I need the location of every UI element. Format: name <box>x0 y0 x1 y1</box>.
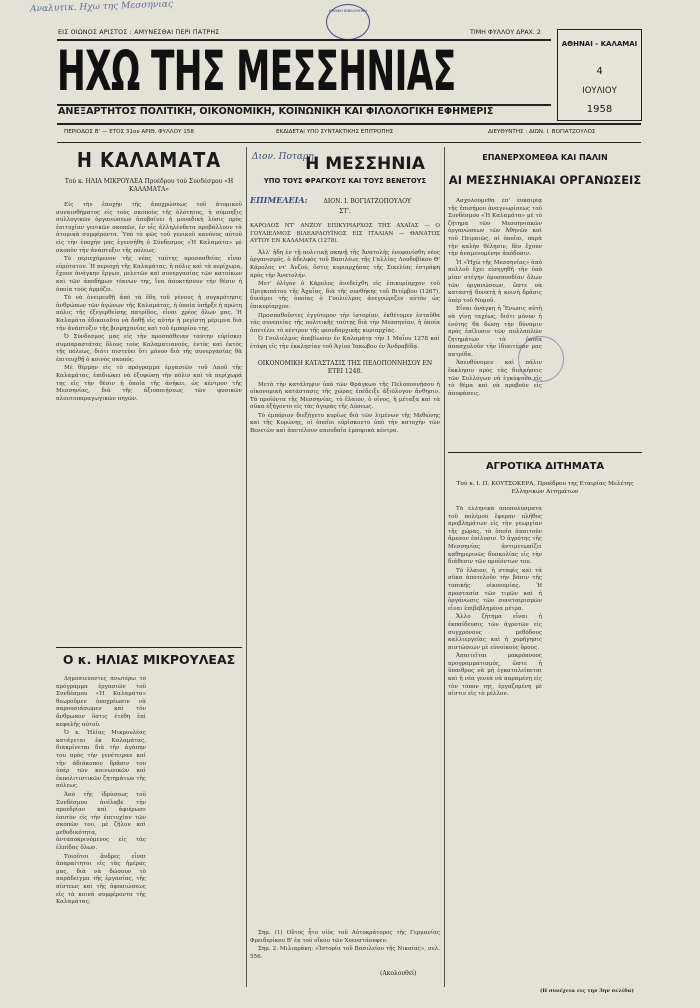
editor-label: ΕΠΙΜΕΛΕΙΑ: <box>250 195 308 205</box>
paragraph: Προσπαθοῦντες ἐγγύτερον τὴν ἱστορίαν, ἐκθέτομεν ἐνταῦθα τὰς συνεπείας τῆς πολιτικῆς ταύτης διὰ τὴν Μεσσηνίαν, ἡ ὁποία ἀπετέλει τὸ κέντρον τῆς φεουδαρχικῆς κυριαρχίας. <box>250 312 440 334</box>
date-day: 4 <box>596 66 603 77</box>
article-subtitle: ΥΠΟ ΤΟΥΣ ΦΡΑΓΚΟΥΣ ΚΑΙ ΤΟΥΣ ΒΕΝΕΤΟΥΣ <box>263 177 427 185</box>
price: ΤΙΜΗ ΦΥΛΛΟΥ ΔΡΑΧ. 2 <box>470 29 541 36</box>
continued-note: (Η συνέχεια εις την 3ην σελίδα) <box>540 988 634 994</box>
masthead-subtitle: ΑΝΕΞΑΡΤΗΤΟΣ ΠΟΛΙΤΙΚΗ, ΟΙΚΟΝΟΜΙΚΗ, ΚΟΙΝΩΝΙΚΗ ΚΑΙ ΦΙΛΟΛΟΓΙΚΗ ΕΦΗΜΕΡΙΣ <box>58 106 494 117</box>
paragraph: Ἀσχολούμεθα ἐπ' εὐκαιρίᾳ τῆς ἐπισήμου ἀναγνωρίσεως τοῦ Συνδέσμου «Ἡ Καλαμάτα» μὲ τὸ ζήτημα τῶν Μεσσηνιακῶν ὀργανώσεων τῶν Ἀθηνῶν καὶ τοῦ Πειραιῶς, αἱ ὁποῖαι, παρὰ τὴν καλὴν θέλησιν, δὲν ἔχουν τὴν ἀναμενομένην ἀπόδοσιν. <box>448 198 542 258</box>
paragraph: Ὁ κ. Ἠλίας Μικρουλέας κατάγεται ἐκ Καλαμάτας, διακρίνεται διὰ τὴν ἀγάπην του πρὸς τὴν γενέτειραν καὶ τὴν ἀδιάκοπον δρᾶσιν του ὑπὲρ τῶν κοινωνικῶν καὶ ἐκπολιτιστικῶν ζητημάτων τῆς πόλεως. <box>56 730 146 790</box>
paragraph: Ἀπὸ τῆς ἱδρύσεως τοῦ Συνδέσμου ἀνέλαβε τὴν προεδρίαν καὶ ἀφιέρωσε ἑαυτὸν εἰς τὴν ἐπιτυχίαν τῶν σκοπῶν του, μὲ ζῆλον καὶ μεθοδικότητα, ἀνταποκρινόμενος εἰς τὰς ἐλπίδας ὅλων. <box>56 791 146 852</box>
library-stamp <box>326 4 370 40</box>
info-rule-bottom <box>57 142 641 143</box>
article-title: Η ΜΕΣΣΗΝΙΑ <box>305 154 425 174</box>
stamp-text: ΕΘΝΙΚΗ ΒΙΒΛΙΟΘΗΚΗ <box>329 9 367 13</box>
date-year: 1958 <box>586 104 613 115</box>
paragraph: Ὁ Σύνδεσμος μας εἰς τὴν προσπάθειαν ταύτην εὑρίσκει συμπαραστάτας ὅλους τοὺς Καλαματιανούς, ἐντὸς καὶ ἐκτὸς τῆς πόλεως, διότι πιστεύει ὅτι μόνον διὰ τῆς συνεργασίας θὰ ἐπιτευχθῇ ὁ κοινὸς σκοπός. <box>56 334 242 363</box>
article-body <box>448 506 642 974</box>
paragraph: Εἰς τὴν ἐποχὴν τῆς ἀποχρώσεως τοῦ ἀτομικοῦ συναισθήματος εἰς τοὺς σκοποὺς τῆς ὁλότητος, ἡ σύμπηξις συλλογικῶν ὀργανώσεων ἀποβαίνει ἡ μοναδικὴ λύσις πρὸς ἐπιτυχίαν γενικῶν σκοπῶν, ἐν οἷς ἀλληλένδετα προβάλλουν τὰ ἀτομικὰ συμφέροντα. Ὑπὸ τὸ φῶς τοῦ γενικοῦ κανόνος αὐτοῦ εἰς τὴν ἐποχήν μας ἐγεννήθη ὁ Σύνδεσμος «Ἡ Καλαμάτα» μὲ σκοπὸν τὴν ἀνάπτυξιν τῆς πόλεως. <box>56 202 242 254</box>
date-place: ΑΘΗΝΑΙ - ΚΑΛΑΜΑΙ <box>561 40 638 48</box>
paragraph: Τὸ ἔλαιον, ἡ σταφὶς καὶ τὰ σῦκα ἀποτελοῦν τὴν βάσιν τῆς τοπικῆς οἰκονομίας. Ἡ προστασία τῶν τιμῶν καὶ ἡ ὀργάνωσις τῶν συνεταιρισμῶν εἶναι ἐπιβεβλημένα μέτρα. <box>448 567 542 612</box>
paragraph: Ἀπευθύνομεν καὶ πάλιν ἔκκλησιν πρὸς τὰς διοικήσεις τῶν Συλλόγων νὰ ἐγκύψουν εἰς τὸ θέμα καὶ νὰ προβοῦν εἰς ἀποφάσεις. <box>448 360 542 397</box>
article-kalamata <box>56 148 242 404</box>
handwritten-note: Αναλυτικ. Ηχω της Μεσσηνιας <box>29 0 174 15</box>
article-body <box>56 202 242 403</box>
article-part: ΣΤ'. <box>339 208 351 215</box>
margin-handwriting: Διον. Ποταρη <box>252 152 314 162</box>
paragraph: Τὸ περιεχόμενον τῆς νέας ταύτης προσπαθείας εἶναι εὐρύτατον. Ἡ περιοχὴ τῆς Καλαμάτας, ἡ πόλις καὶ τὰ περίχωρα, ἔχουν ἀνάγκην ἔργων, μελετῶν καὶ συνεργασίας τῶν κατοίκων καὶ τῶν ἀποδήμων τέκνων της, ἵνα ἀποκτήσουν τὴν θέσιν ἡ ὁποία τοὺς ἁρμόζει. <box>56 256 242 293</box>
round-stamp <box>518 336 564 382</box>
article-messinia <box>250 150 440 437</box>
paragraph: Τὸ ἐμπόριον διεξήγετο κυρίως διὰ τῶν λιμένων τῆς Μεθώνης καὶ τῆς Κορώνης, οἱ ὁποῖοι εὑρίσκοντο ὑπὸ τὴν κατοχὴν τῶν Βενετῶν καὶ ἀπετέλουν σπουδαῖα ἐμπορικὰ κέντρα. <box>250 412 440 435</box>
masthead-title-text: ΗΧΩ ΤΗΣ ΜΕΣΣΗΝΙΑΣ <box>57 40 456 103</box>
editor-name: ΔΙΟΝ. Ι. ΒΟΓΙΑΤΖΟΠΟΥΛΟΥ <box>323 198 411 205</box>
article-body <box>56 676 242 976</box>
paragraph: Ἀλλ' ἤδη ἐν τῇ πολιτικῇ σκηνῇ τῆς Ἀνατολῆς ἐνεφανίσθη νέος ὀργανισμός, ὁ ἀδελφὸς τοῦ Βασιλέως τῆς Γαλλίας Λουδοβίκου Θ' Κάρολος ντ' Ἀνζού, ὅστις κυριαρχήσας τῆς Σικελίας ἐστράφη πρὸς τὴν Ἀνατολήν. <box>250 249 440 279</box>
column-divider <box>444 147 445 987</box>
section-heading: ΟΙΚΟΝΟΜΙΚΗ ΚΑΤΑΣΤΑΣΙΣ ΤΗΣ ΠΕΛΟΠΟΝΝΗΣΟΥ ΕΝ ΕΤΕΙ 1248. <box>257 359 433 375</box>
footnotes <box>250 930 440 962</box>
article-byline: Τού κ. ΗΛΙΑ ΜΙΚΡΟΥΛΕΑ Προέδρου τού Συνδέσμου «Η ΚΑΛΑΜΑΤΑ» <box>64 178 234 193</box>
article-title: Ο κ. ΗΛΙΑΣ ΜΙΚΡΟΥΛΕΑΣ <box>62 652 236 667</box>
paragraph: Ὁ Γουλιέλμος ἀπεβίωσεν ἐν Καλαμάτᾳ τὴν 1 Μαΐου 1278 καὶ ἐτάφη εἰς τὴν ἐκκλησίαν τοῦ Ἁγίου Ἰακώβου ἐν Ἀνδραβίδᾳ. <box>250 336 440 350</box>
article-title: ΑΙ ΜΕΣΣΗΝΙΑΚΑΙ ΟΡΓΑΝΩΣΕΙΣ <box>448 173 642 187</box>
paragraph: Ἡ «Ἠχὼ τῆς Μεσσηνίας» ἀπὸ πολλοῦ ἔχει εἰσηγηθῆ τὴν ὑπὸ μίαν στέγην ὁμοσπονδίαν ὅλων τῶν ὀργανώσεων, ὥστε νὰ καταστῇ δυνατὴ ἡ κοινὴ δρᾶσις ὑπὲρ τοῦ Νομοῦ. <box>448 259 542 304</box>
motto: ΕΙΣ ΟΙΩΝΟΣ ΑΡΙΣΤΟΣ : ΑΜΥΝΕΣΘΑΙ ΠΕΡΙ ΠΑΤΡΗΣ <box>58 29 220 36</box>
info-rule-top <box>57 123 641 125</box>
section-rule <box>56 647 242 648</box>
paragraph: Μετ' ὀλίγον ὁ Κάρολος ἀνεδείχθη εἰς ἐπικυρίαρχον τοῦ Πριγκιπάτου τῆς Ἀχαΐας, διὰ τῆς συνθήκης τοῦ Βιτέρβου (1267), δυνάμει τῆς ὁποίας ὁ Γουλιέλμος ἀνεγνώριζεν αὐτὸν ὡς ἐπικυρίαρχον. <box>250 281 440 310</box>
column-divider <box>246 147 247 987</box>
continued-note: (Ακολουθεί) <box>380 970 417 977</box>
editor-line <box>250 196 440 206</box>
paragraph: Μὲ θέρμην εἰς τὸ πρόγραμμα ἐργασιῶν τοῦ Λαοῦ τῆς Καλαμάτας, ἐπιδιώκει νὰ ἐξυψώσῃ τὴν πόλιν καὶ τὰ περίχωρά της εἰς τὴν θέσιν ἡ ὁποία τῆς ἀνήκει, ὡς κέντρον τῆς Μεσσηνίας, διὰ τῆς ἀξιοποιήσεως τῶν φυσικῶν πλουτοπαραγωγικῶν πηγῶν. <box>56 365 242 402</box>
paragraph: Τοιοῦτοι ἄνδρες εἶναι ἀπαραίτητοι εἰς τὰς ἡμέρας μας, διὰ νὰ δώσουν τὸ παράδειγμα τῆς ἐργασίας, τῆς πίστεως καὶ τῆς ἀφοσιώσεως εἰς τὰ κοινὰ συμφέροντα τῆς Καλαμάτας. <box>56 853 146 906</box>
director-info: ΔΙΕΥΘΥΝΤΗΣ : ΔΙΩΝ. Ι. ΒΟΓΙΑΤΖΟΥΛΟΣ <box>488 129 596 135</box>
paragraph: Τὸ νὰ ὀνειρευθῇ ἀπὸ τὰ ἔδη τοῦ γένους ἡ συγκρότησις ἀνθρώπων τῶν ἀγώνων τῆς Καλαμάτας, ἡ ὁποία ὑπῆρξε ἡ πρώτη πόλις τῆς ἐξεγερθείσης πατρίδος, εἶναι χρέος ὅλων μας. Ἡ Καλαμάτα ἐδικαιοῦτο νὰ δοθῇ εἰς αὐτὴν ἡ μεγίστη μέριμνα διὰ τὴν ἀνάπτυξιν τῆς βιομηχανίας καὶ τοῦ ἐμπορίου της. <box>56 295 242 332</box>
footnote: Σημ. (1) Οὕτος ἦτο υἱὸς τοῦ Αὐτοκράτορος τῆς Γερμανίας Φρειδερίκου Β' ἐκ τοῦ οἴκου τῶν Χοενστάουφεν. <box>250 930 440 944</box>
paragraph: Μετὰ τὴν κατάληψιν ὑπὸ τῶν Φράγκων τῆς Πελοποννήσου ἡ οἰκονομικὴ κατάστασις τῆς χώρας ἐπέδειξε ἀξιόλογον ἄνθησιν. Τὰ προϊόντα τῆς Μεσσηνίας, τὸ ἔλαιον, ὁ οἶνος, ἡ μέταξα καὶ τὰ σῦκα ἐξήγοντο εἰς τὰς ἀγορὰς τῆς Δύσεως. <box>250 381 440 411</box>
paragraph: Δημοσιεύοντες ἀνωτέρω τὸ πρόγραμμα ἐργασιῶν τοῦ Συνδέσμου «Ἡ Καλαμάτα» θεωροῦμεν ὑποχρέωσιν νὰ παρουσιάσωμεν καὶ τὸν ἄνθρωπον ὅστις ἐτέθη ἐπὶ κεφαλῆς αὐτοῦ. <box>56 676 146 728</box>
article-lead: ΚΑΡΟΛΟΣ ΝΤ' ΑΝΖΟΥ ΕΠΙΚΥΡΙΑΡΧΟΣ ΤΗΣ ΑΧΑΪΑΣ — Ο ΓΟΥΛΙΕΛΜΟΣ ΒΙΛΕΑΡΔΟΥΪΝΟΣ ΕΙΣ ΙΤΑΛΙΑΝ — ΘΑΝΑΤΟΣ ΑΥΤΟΥ ΕΝ ΚΑΛΑΜΑΤΑ (1278). <box>250 223 440 245</box>
article-title: Η ΚΑΛΑΜΑΤΑ <box>76 148 222 172</box>
date-month: ΙΟΥΛΙΟΥ <box>582 86 617 96</box>
article-mikrouleas <box>56 652 242 976</box>
section-rule <box>448 452 642 453</box>
article-supertitle: ΕΠΑΝΕΡΧΟΜΕΘΑ ΚΑΙ ΠΑΛΙΝ <box>482 153 608 162</box>
publisher-info: ΕΚΔΙΔΕΤΑΙ ΥΠΟ ΣΥΝΤΑΚΤΙΚΗΣ ΕΠΙΤΡΟΠΗΣ <box>276 129 394 135</box>
article-byline: Τού κ. Ι. Π. ΚΟΥΤΣΟΚΕΡΑ, Προέδρου της Εταιρίας Μελέτης Ελληνικών Αιτημάτων <box>456 481 634 495</box>
footnote: Σημ. 2. Μιλιαράκη: «Ἱστορία τοῦ Βασιλείου τῆς Νικαίας», σελ. 556. <box>250 946 440 960</box>
paragraph: Ἀπαιτεῖται μακρόπνοος προγραμματισμός, ὥστε ἡ ὕπαιθρος νὰ μὴ ἐγκαταλείπεται καὶ ἡ νέα γενεὰ νὰ παραμένῃ εἰς τὸν τόπον της, ἐργαζομένη μὲ πίστιν εἰς τὸ μέλλον. <box>448 653 542 698</box>
issue-info: ΠΕΡΙΟΔΟΣ Β' — ΕΤΟΣ 31ον ΑΡΙΘ. ΦΥΛΛΟΥ 158 <box>64 129 194 135</box>
article-body <box>448 198 642 448</box>
paragraph: Εἶναι ἀνάγκη ἡ Ἕνωσις αὐτὴ νὰ γίνῃ ταχέως, διότι μόνον ἡ ἑνότης θὰ δώσῃ τὴν δύναμιν πρὸς ἐπίλυσιν τῶν πολλαπλῶν ζητημάτων τὰ ὁποῖα ἀπασχολοῦν τὴν ἰδιαιτέραν μας πατρίδα. <box>448 306 542 358</box>
article-agrarian <box>448 460 642 974</box>
paragraph: Τὰ ἐλληνικὰ ἀποπολύσματα τοῦ πολέμου ἔφεραν πλῆθος προβλημάτων εἰς τὴν γεωργίαν τῆς χώρας, τὰ ὁποῖα ἀπαιτοῦν ἄμεσον ἐπίλυσιν. Ὁ ἀγρότης τῆς Μεσσηνίας ἀντιμετωπίζει καθημερινῶς δυσκολίας εἰς τὴν διάθεσιν τῶν προϊόντων του. <box>448 506 542 566</box>
article-body <box>250 250 440 352</box>
article-organizations <box>448 150 642 448</box>
masthead-title <box>57 40 551 104</box>
article-body-2 <box>250 382 440 436</box>
paragraph: Ἄλλο ζήτημα εἶναι ἡ ἐκπαίδευσις τῶν ἀγροτῶν εἰς συγχρόνους μεθόδους καλλιεργείας καὶ ἡ χορήγησις πιστώσεων μὲ εὐνοϊκοὺς ὅρους. <box>448 614 542 651</box>
article-title: ΑΓΡΟΤΙΚΑ ΔΙΤΗΜΑΤΑ <box>485 461 605 472</box>
